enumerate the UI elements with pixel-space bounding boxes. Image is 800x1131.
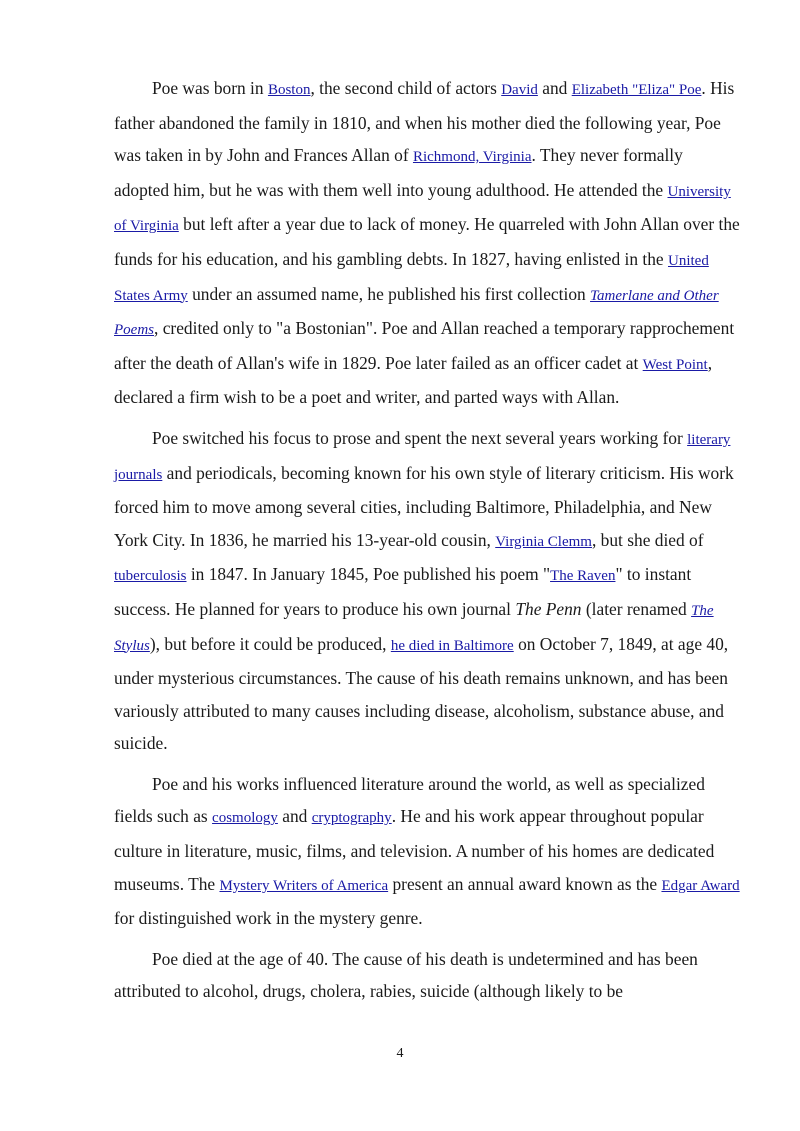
- text: on October 7, 1849, at age 40, under mysterious circumstances. The cause of his death remains unknown, and has been variously attributed to many causes including disease, alcoholism, substance abuse, and suicide.: [114, 633, 729, 754]
- link-west-point[interactable]: West Point: [642, 356, 708, 373]
- document-page: [114, 72, 742, 1016]
- link-tamerlane[interactable]: Tamerlane and Other Poems: [114, 287, 719, 339]
- text: for distinguished work in the mystery genre.: [114, 908, 423, 929]
- text: , the second child of actors: [310, 78, 502, 98]
- paragraph-influence: [114, 768, 742, 935]
- paragraph-career: [114, 422, 742, 760]
- link-united-states-army[interactable]: United States Army: [114, 252, 709, 304]
- link-edgar-award[interactable]: Edgar Award: [661, 877, 740, 894]
- text: Poe was born in: [152, 78, 268, 98]
- text: but left after a year due to lack of money. He quarreled with John Allan over the funds for his education, and his gambling debts. In 1827, having enlisted in the: [114, 214, 740, 269]
- text: Poe and his works influenced literature around the world, as well as specialized fields such as: [114, 773, 705, 827]
- text: Poe switched his focus to prose and spent the next several years working for: [152, 427, 688, 448]
- link-died-in-baltimore[interactable]: he died in Baltimore: [390, 637, 514, 654]
- link-richmond-virginia[interactable]: Richmond, Virginia: [412, 149, 532, 166]
- text: and periodicals, becoming known for his own style of literary criticism. His work forced him to move among several cities, including Baltimore, Philadelphia, and New York City. In 1836, he married his 13-year-old cousin,: [114, 462, 734, 550]
- paragraph-birth: [114, 72, 742, 414]
- text: (later renamed: [581, 598, 692, 619]
- link-cosmology[interactable]: cosmology: [212, 810, 278, 827]
- text: . They never formally adopted him, but he was with them well into young adulthood. He attended the: [114, 145, 683, 200]
- text: . His father abandoned the family in 1810, and when his mother died the following year, Poe was taken in by John and Frances Allan of: [114, 78, 735, 166]
- page-number: 4: [396, 1046, 404, 1061]
- link-cryptography[interactable]: cryptography: [311, 810, 392, 827]
- link-the-raven[interactable]: The Raven: [550, 568, 616, 585]
- paragraph-death: [114, 943, 742, 1008]
- text: and: [277, 806, 312, 827]
- link-university-of-virginia[interactable]: University of Virginia: [114, 183, 731, 235]
- text: in 1847. In January 1845, Poe published his poem ": [186, 564, 551, 585]
- link-david[interactable]: David: [501, 82, 538, 98]
- link-the-stylus[interactable]: The Stylus: [114, 602, 714, 654]
- link-boston[interactable]: Boston: [267, 82, 311, 98]
- text: under an assumed name, he published his first collection: [187, 283, 591, 304]
- link-virginia-clemm[interactable]: Virginia Clemm: [495, 533, 592, 550]
- text: Poe died at the age of 40. The cause of his death is undetermined and has been attributed to alcohol, drugs, cholera, rabies, suicide (although likely to be: [114, 948, 698, 1002]
- text: ), but before it could be produced,: [149, 633, 391, 654]
- text: " to instant success. He planned for years to produce his own journal: [114, 564, 692, 619]
- text: , credited only to "a Bostonian". Poe and Allan reached a temporary rapprochement after the death of Allan's wife in 1829. Poe later failed as an officer cadet at: [114, 318, 735, 373]
- link-tuberculosis[interactable]: tuberculosis: [114, 568, 187, 585]
- text: , declared a firm wish to be a poet and writer, and parted ways with Allan.: [114, 352, 713, 408]
- text: . He and his work appear throughout popular culture in literature, music, films, and television. A number of his homes are dedicated museums. The: [114, 806, 715, 894]
- text: and: [537, 78, 572, 98]
- link-mystery-writers-of-america[interactable]: Mystery Writers of America: [219, 877, 389, 894]
- link-elizabeth-poe[interactable]: Elizabeth "Eliza" Poe: [571, 82, 702, 98]
- text-the-penn: The Penn: [515, 598, 582, 619]
- link-literary-journals[interactable]: literary journals: [114, 431, 731, 483]
- text: , but she died of: [591, 529, 704, 550]
- text: present an annual award known as the: [388, 873, 662, 894]
